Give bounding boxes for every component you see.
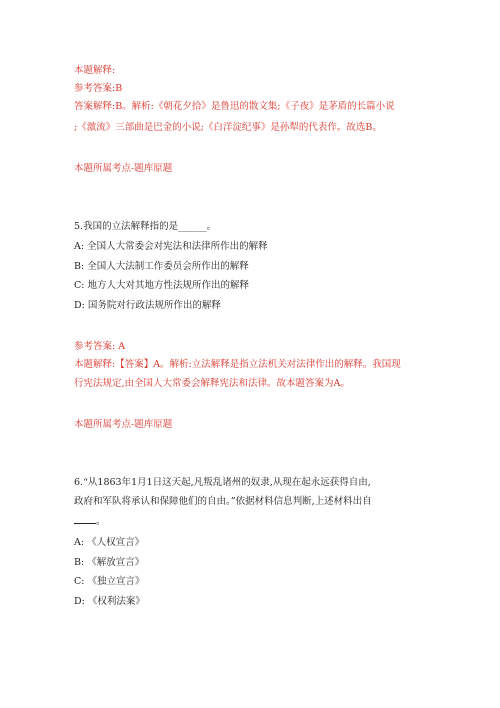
section1-answer: 参考答案:B [74,83,123,94]
question5-option-b: B: 全国人大法制工作委员会所作出的解释 [74,261,249,272]
section1-analysis-line2: ;《激流》三部曲是巴金的小说;《白洋淀纪事》是孙犁的代表作。故选B。 [74,122,382,133]
section1-explain-heading: 本题解释: [74,65,116,76]
section1-analysis-line1: 答案解释:B。解析:《朝花夕拾》是鲁迅的散文集;《子夜》是茅盾的长篇小说 [74,101,395,112]
question6-option-a: A: 《人权宣言》 [74,537,145,548]
question5-analysis-line1: 本题解释:【答案】A。解析:立法解释是指立法机关对法律作出的解释。我国现 [74,359,401,370]
answer-blank [74,514,96,524]
question6-option-c: C: 《独立宣言》 [74,576,145,587]
question5-option-c: C: 地方人大对其地方性法规所作出的解释 [74,280,249,291]
question6-option-b: B: 《解放宣言》 [74,557,145,568]
question5-option-d: D: 国务院对行政法规所作出的解释 [74,300,221,311]
question6-option-d: D: 《权利法案》 [74,596,145,607]
question6-stem-line3 [74,514,106,529]
question5-option-a: A: 全国人大常委会对宪法和法律所作出的解释 [74,241,268,252]
question5-stem: 5.我国的立法解释指的是______。 [74,221,217,232]
section1-source: 本题所属考点-题库原题 [74,163,173,174]
question6-stem-line3-text: 。 [96,516,106,527]
question6-stem-line1: 6.“从1863年1月1日这天起,凡叛乱诸州的奴隶,从现在起永远获得自由, [74,477,371,488]
question5-source: 本题所属考点-题库原题 [74,419,173,430]
question5-answer: 参考答案: A [74,341,126,352]
question6-stem-line2: 政府和军队将承认和保障他们的自由。”依据材料信息判断,上述材料出自 [74,496,372,507]
question5-analysis-line2: 行宪法规定,由全国人大常委会解释宪法和法律。故本题答案为A。 [74,378,350,389]
